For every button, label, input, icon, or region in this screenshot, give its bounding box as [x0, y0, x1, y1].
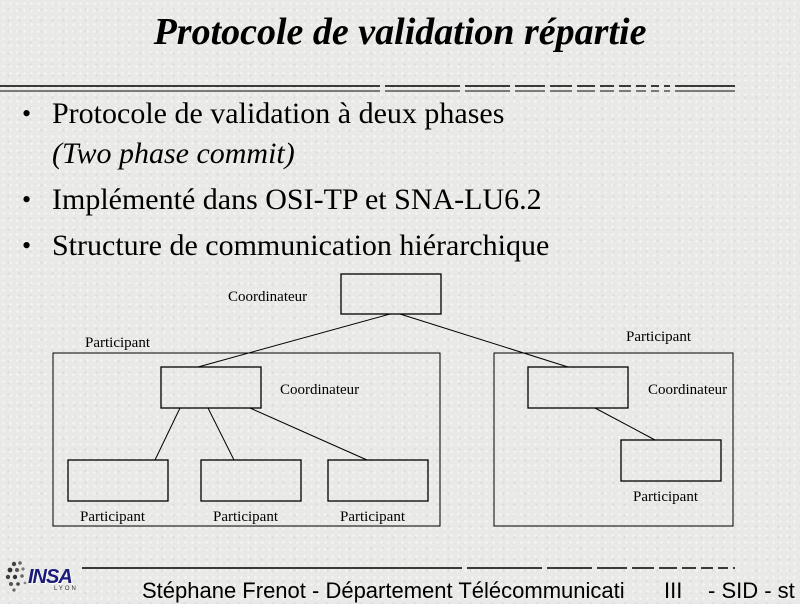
- bullet-dot-icon: •: [22, 231, 32, 260]
- connector: [595, 408, 655, 440]
- left-group-frame: [53, 353, 440, 526]
- connector: [250, 408, 367, 460]
- footer-overlap-text: III: [664, 578, 683, 603]
- footer: [142, 578, 795, 604]
- left-coordinator-node: [161, 367, 261, 408]
- footer-text: Stéphane Frenot - Département Télécommunicati: [142, 578, 625, 603]
- right-participant-node: [621, 440, 721, 481]
- insa-logo: [4, 558, 82, 596]
- connector: [198, 314, 390, 367]
- connector: [400, 314, 568, 367]
- root-coordinator-label: Coordinateur: [228, 289, 308, 305]
- left-participant-label: Participant: [213, 509, 278, 525]
- connector: [208, 408, 234, 460]
- root-coordinator-node: [341, 274, 441, 314]
- right-participant-label: Participant: [633, 489, 698, 505]
- bullet-dot-icon: •: [22, 185, 32, 214]
- right-coordinator-label: Coordinateur: [648, 382, 728, 398]
- left-group-label: Participant: [85, 335, 150, 351]
- logo-text: INSA: [28, 566, 72, 588]
- bullet-subtext: (Two phase commit): [52, 137, 295, 170]
- bullet-text: Protocole de validation à deux phases: [52, 97, 505, 130]
- bullet-text: Implémenté dans OSI-TP et SNA-LU6.2: [52, 183, 542, 216]
- left-participant-node: [68, 460, 168, 501]
- left-coordinator-label: Coordinateur: [280, 382, 360, 398]
- footer-text-rest: - SID - st: [708, 578, 795, 603]
- slide-title: Protocole de validation répartie: [153, 11, 647, 53]
- right-group-label: Participant: [626, 329, 691, 345]
- right-coordinator-node: [528, 367, 628, 408]
- left-participant-label: Participant: [340, 509, 405, 525]
- footer-rule: [0, 566, 800, 572]
- bullet-text: Structure de communication hiérarchique: [52, 229, 550, 262]
- bullet-dot-icon: •: [22, 99, 32, 128]
- left-participant-label: Participant: [80, 509, 145, 525]
- left-participant-node: [328, 460, 428, 501]
- left-participant-node: [201, 460, 301, 501]
- logo-subtext: LYON: [54, 586, 78, 592]
- connector: [155, 408, 180, 460]
